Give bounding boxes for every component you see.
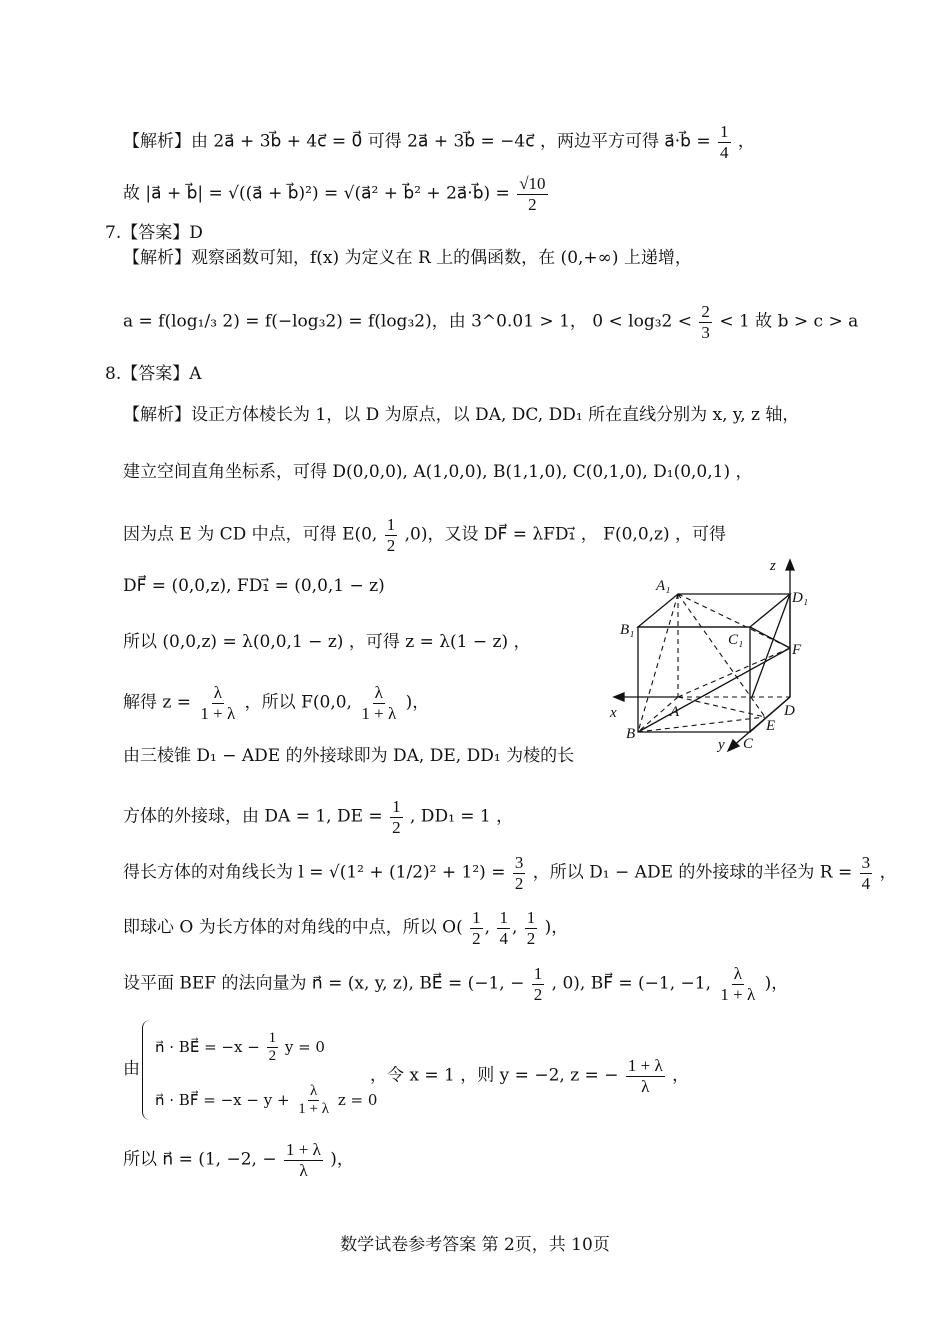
fraction: $\frac{1}{4}$: [720, 122, 729, 162]
fraction: $\frac{1 + \lambda}{\lambda}$: [627, 1056, 663, 1096]
line-3: 【解析】观察函数可知，f(x) 为定义在 R 上的偶函数，在 (0,+∞) 上递增，: [123, 248, 692, 268]
system-eq-1: n⃗ · BE⃗ = −x − $\frac{1}{2}$ y = 0: [155, 1030, 325, 1065]
fraction: $\frac{1}{2}$: [268, 1030, 277, 1065]
line-5: 【解析】设正方体棱长为 1，以 D 为原点，以 DA, DC, DD₁ 所在直线分别为 x, y, z 轴，: [123, 405, 800, 425]
label-e: E: [766, 718, 776, 734]
label-b: B: [626, 726, 636, 742]
label-d1: D₁: [792, 590, 809, 606]
cube-figure: [600, 552, 830, 757]
cube-top-face: [638, 594, 790, 627]
label-c1: C₁: [728, 632, 744, 648]
line-8: DF⃗ = (0,0,z), FD₁⃗ = (0,0,1 − z): [123, 576, 385, 596]
z-arrow: [786, 560, 794, 570]
x-arrow: [614, 693, 624, 701]
fraction: $\frac{\lambda}{1 + \lambda}$: [720, 964, 756, 1004]
line-1: 【解析】由 2a⃗ + 3b⃗ + 4c⃗ = 0⃗ 可得 2a⃗ + 3b⃗ = −4c⃗ ，两边平方可得 a⃗·b⃗ = $\frac{1}{4}$ ，: [123, 122, 755, 162]
y-axis: [732, 697, 790, 747]
fraction: $\frac{1}{4}$: [499, 908, 508, 948]
system-tail: ，令 x = 1 ，则 y = −2, z = − $\frac{1 + \lambda}{\lambda}$ ，: [370, 1056, 690, 1096]
fraction: $\frac{√10}{2}$: [519, 174, 546, 214]
system-eq-2: n⃗ · BF⃗ = −x − y + $\frac{\lambda}{1 + \lambda}$ z = 0: [155, 1083, 378, 1118]
segment-b-e: [638, 717, 765, 732]
label-d: D: [784, 703, 795, 719]
line-15: 设平面 BEF 的法向量为 n⃗ = (x, y, z), BE⃗ = (−1, − $\frac{1}{2}$ , 0), BF⃗ = (−1, −1, $\frac{\lambda}{1 + \lambda}$ )，: [123, 964, 789, 1004]
segment-a-e: [678, 697, 765, 717]
line-13: 得长方体的对角线长为 l = √(1² + (1/2)² + 1²) = $\frac{3}{2}$ ，所以 D₁ − ADE 的外接球的半径为 R = $\frac{3}{4}$ ，: [123, 853, 897, 893]
label-b1: B₁: [620, 622, 635, 638]
fraction: $\frac{3}{4}$: [861, 853, 871, 893]
label-a1: A₁: [656, 578, 671, 594]
fraction: $\frac{3}{2}$: [514, 853, 524, 893]
segment-a1-e: [678, 594, 765, 717]
label-a: A: [670, 704, 680, 720]
page-footer: 数学试卷参考答案 第 2页，共 10页: [340, 1235, 610, 1255]
fraction: $\frac{1}{2}$: [392, 797, 401, 837]
fraction: $\frac{\lambda}{1 + \lambda}$: [361, 683, 397, 723]
line-12: 方体的外接球，由 DA = 1, DE = $\frac{1}{2}$ , DD₁ = 1 ，: [123, 797, 514, 837]
fraction: $\frac{1 + \lambda}{\lambda}$: [286, 1140, 321, 1180]
label-x: x: [610, 705, 617, 721]
line-11: 由三棱锥 D₁ − ADE 的外接球即为 DA, DE, DD₁ 为棱的长: [123, 746, 575, 766]
fraction: $\frac{1}{2}$: [533, 964, 543, 1004]
system-lead: 由: [123, 1059, 140, 1079]
line-10: 解得 z = $\frac{\lambda}{1 + \lambda}$ ，所以 F(0,0, $\frac{\lambda}{1 + \lambda}$ )，: [123, 683, 430, 723]
fraction: $\frac{2}{3}$: [701, 302, 710, 342]
label-z: z: [770, 558, 776, 574]
fraction: $\frac{\lambda}{1 + \lambda}$: [200, 683, 236, 723]
line-14: 即球心 O 为长方体的对角线的中点，所以 O( $\frac{1}{2}$ , $\frac{1}{4}$ , $\frac{1}{2}$ )，: [123, 908, 569, 948]
fraction: $\frac{1}{2}$: [472, 908, 481, 948]
answer-7: 7.【答案】D: [105, 223, 203, 243]
line-9: 所以 (0,0,z) = λ(0,0,1 − z) ，可得 z = λ(1 − z) ，: [123, 632, 531, 652]
fraction: $\frac{1}{2}$: [526, 908, 536, 948]
fraction: $\frac{1}{2}$: [386, 515, 396, 555]
fraction: $\frac{\lambda}{1 + \lambda}$: [298, 1083, 330, 1118]
line-6: 建立空间直角坐标系，可得 D(0,0,0), A(1,0,0), B(1,1,0), C(0,1,0), D₁(0,0,1) ，: [123, 462, 753, 482]
label-f: F: [792, 642, 802, 658]
system-brace: [142, 1020, 153, 1120]
line-7: 因为点 E 为 CD 中点，可得 E(0, $\frac{1}{2}$ ,0)，又设 DF⃗ = λFD₁⃗ ， F(0,0,z) ，可得: [123, 515, 727, 555]
line-2: 故 |a⃗ + b⃗| = √((a⃗ + b⃗)²) = √(a⃗² + b⃗² + 2a⃗·b⃗) = $\frac{√10}{2}$: [123, 174, 546, 214]
line-4: a = f(log₁/₃ 2) = f(−log₃2) = f(log₃2)，由 3^0.01 > 1， 0 < log₃2 < $\frac{2}{3}$ < 1 故 b > c > a: [123, 302, 859, 342]
answer-8: 8.【答案】A: [105, 364, 202, 384]
label-c: C: [743, 736, 754, 752]
line-16: 所以 n⃗ = (1, −2, − $\frac{1 + \lambda}{\lambda}$ )，: [123, 1140, 354, 1180]
segment-a-f: [678, 648, 790, 697]
label-y: y: [718, 737, 725, 753]
